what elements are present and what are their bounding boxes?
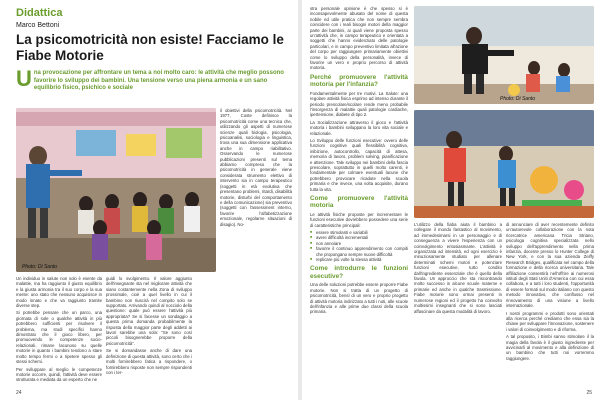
- paragraph: Un individuo in salute non solo è esente da malattie, ma ha raggiunto il giusto equilibrio e la giusta armonia tra il suo corpo e la sua mente: uno stato che nessuno acquisisce in modo innato e che va raggiunto tramite diverse step.: [16, 276, 102, 309]
- author-name: Marco Bettoni: [16, 22, 60, 29]
- paragraph: Lo Sviluppo delle funzioni esecutive: ovvero delle funzioni cognitive quali flessibilità cognitiva, inibizione, autocontrollo, capacità di attesa, memoria di lavoro, problem solving, pianificazione e attenzione. Tale sviluppo nei bambini della fascia prescolare, soprattutto in quelli molto carenti, è fondamentale per colmare eventuali lacune che potrebbero provocare ricadute nella scuola primaria e che invece, una volta acquisite, durano tutta la vita.: [310, 137, 408, 192]
- list-item: ■ avere difficoltà incrementali: [310, 235, 408, 240]
- article-title: La psicomotricità non esiste! Facciamo le Fiabe Motorie: [16, 32, 284, 63]
- paragraph: Per sviluppare al meglio le competenze motorie occorre, quindi, l'attività deve essere strutturata e mediata da un esperto che ne: [16, 366, 102, 383]
- page-number: 24: [16, 390, 22, 396]
- paragraph: L'utilizzo della fiaba aiuta il bambino a collegare il mondo fantastico al movimento, ad immedesimarsi in un personaggio e di conseguenza a vivere l'esperienza con un coinvolgimento entusiasmante. L'attività è organizzata ad intensità, ed ogni esercizio è minuziosamente studiato per allenare determinati schemi motori e potenziare funzioni esecutive, tutto condito dall'ingrediente essenziale che è quello della favola. Un approccio che sta riscontrando molto successo in alcune scuole materne e primarie ed anche in qualche trasmissione. Fiabe motorie sono ormai presenti in numerose regioni ed il progetto ha coinvolto moltissimi insegnanti che si sono lasciati affascinare da questa modalità di lavoro.: [414, 222, 502, 314]
- heading-how-introduce: Come introdurre le funzioni esecutive?: [310, 265, 408, 280]
- paragraph: I nostri programmi e prodotti sono orientati alla ricerca perché crediamo che essa sia la chiave per sviluppare l'innovazione, sostenere i valori di coinvolgimento e di riforma.: [506, 310, 594, 332]
- section-label: Didattica: [16, 7, 63, 19]
- list-item: ■ replicare più volte la stessa attività: [310, 257, 408, 262]
- left-page: [0, 0, 298, 400]
- heading-how-promote: Come promuovere l'attività motoria: [310, 195, 408, 210]
- page-number: 25: [586, 390, 592, 396]
- activity-photo: [414, 110, 594, 218]
- paragraph: Una delle soluzioni potrebbe essere proporre Fiabe motorie. Non si tratta di un progetto di psicomotricità, bensì di un vero e proprio progetto di attività motoria indirizzato a tutti i noti, alle scuole dell'infanzia e alle prime due classi della scuola primaria.: [310, 282, 408, 315]
- paragraph: Fondamentalmente per tre motivi. La Salute: una regolare attività fisica esprimo ad intenso durante il periodo prescolare/scolare rende meno probabile l'insorgenza di malattie quali patologie cardiache, ipertensione, diabete di tipo 2.: [310, 90, 408, 118]
- list-item: ■ favorire il continuo apprendimento con compiti che propongano sempre nuove difficoltà: [310, 246, 408, 257]
- left-column-1: [16, 276, 102, 392]
- article-intro: [16, 66, 288, 93]
- paragraph: A tal proposito, i Bimbi sanno stimolare il la magia della favola è il giusto ingrediente per avvicinarli al movimento e alla definizione di un bambino che tutti noi vorremmo raggiungere.: [506, 334, 594, 361]
- paragraph: Si potrebbe pensare che un parco, una giornata di sole o qualche attività in più potrebbero sufficienti per risolvere il problema, ma studi specifici hanno dimostrato che il gioco libero, per promuovendo le competenze socio-relazionali, rimane lacunoso su quelle motorie in quanto i bambini tendono a stare molto tempo fermi o a ripetere spesso gli stessi schemi.: [16, 310, 102, 365]
- list-item: ■ non annoiare: [310, 241, 408, 246]
- paragraph: stra personale opinione è che spesso si è inconsapevolmente abusato del nome di questa nobile ed utile pratica che non sempre sembra coincidere con i reali bisogni motori della maggior parte dei bambini, ai quali viene proposta spesso un'attività che, in campo terapeutico e orientata a soggetti che hanno evidenziato delle patologie particolari, e in campo preventivo limitata all'azione del corpo per raggiungere primariamente obiettivi come lo sviluppo della personalità, invece di favorire un vero e proprio percorso di attività motoria.: [310, 6, 408, 71]
- classroom-photo: [16, 108, 216, 272]
- left-column-2: [106, 276, 192, 392]
- photo-caption: Photo: Di Santo: [22, 264, 58, 270]
- right-column-3: [506, 222, 594, 394]
- classroom-illustration: [16, 108, 216, 272]
- paragraph: Se si domandasse anche di dare una definizione di questa attività, sono certo che i molti fornirebbero fatica a rispondere, o fornirebbero risposte non sempre rispondenti con i ter-: [106, 348, 192, 375]
- paragraph: il obiettivi della psicomotricità. Nel 1977, Coste definisce la psicomotricità come una tecnica che, utilizzando gli aspetti di numerose scienze quali biologia, psicologia, psicoanalisi, sociologia e linguistica, trova una sua dimensione applicativa anche in campo riabilitativo. Osservando le numerose pubblicazioni presenti sul tema abbiamo compreso che la psicomotricità in generale viene considerata strumento elettivo di intervento sia in campo terapeutico (soggetti in età evolutiva che presentano problemi, ritardi, disabilità motorie, disturbi del comportamento e della comunicazione) sia preventivo (soggetti con l'assessment interno, favorire l'alfabetizzazione emozionale, regolarne situazioni di disagio). No-: [220, 108, 292, 227]
- paragraph: di annunciare di aver recentemente definito un'autorevole collaborazione con la nota ricercatrice americana Tricia Striano, psicologa cognitiva specializzata nello sviluppo dell'apprendimento nella prima infanzia, docente presso lo Hunter College di New York, e con la sua azienda Zeiffy Research Bridges, qualificata nel campo della formazione e della ricerca universitaria. Tale affiliazione consentirà nell'offrire ai numerosi istituti degli Stati Uniti d'America con cui essa collabora, e a tutti i loro studenti, l'opportunità di essere formati sul modo italiano con questo metodo innovativo, che conflusso nel rinnovamento di una visione a livello internazionale.: [506, 222, 594, 309]
- characteristics-list: [310, 230, 408, 262]
- paragraph: guidi lo svolgimento. Il valore aggiunto dell'insegnante sta nel migliorare attività che siano costantemente nella Zona di sviluppo prossimale, cioè a quel livello in cui il bambino non riuscirà nel compito solo se supportato. Arrivando quindi al nocciolo della questione: quale può essere l'attività più appropriata? Se si facesse un sondaggio a questa prima domanda probabilmente la risposta della maggior parte degli addetti ai lavori sarebbe una sola: "Se sono così piccoli bisognerebbe proporre della psicomotricità".: [106, 276, 192, 346]
- right-column-1: [310, 6, 408, 394]
- gym-photo-caption: Photo: Di Santo: [500, 96, 536, 102]
- right-page: [302, 0, 600, 400]
- paragraph: Le attività fisiche proposte per incrementare le funzioni esecutive dovrebbero possedere una serie di caratteristiche principali:: [310, 211, 408, 228]
- left-column-3: [220, 108, 292, 392]
- intro-text: na provocazione per affrontare un tema a noi molto caro: le attività che meglio possono favorire lo sviluppo dei bambini. Una tensione verso una piena armonia e un sano equilibrio fisico, psichico e sociale: [33, 70, 284, 92]
- paragraph: La Socializzazione attraverso il gioco e l'attività motoria i bambini sviluppano la loro vita sociale e relazionale.: [310, 119, 408, 136]
- heading-why-promote: Perché promuovere l'attività motoria per l'infanzia?: [310, 73, 408, 89]
- list-item: ■ essere stimolanti e variabili: [310, 230, 408, 235]
- gym-photo: [414, 6, 594, 104]
- right-column-2: [414, 222, 502, 394]
- activity-illustration: [414, 110, 594, 218]
- intro-dropcap: U: [16, 66, 32, 91]
- gym-illustration: [414, 6, 594, 104]
